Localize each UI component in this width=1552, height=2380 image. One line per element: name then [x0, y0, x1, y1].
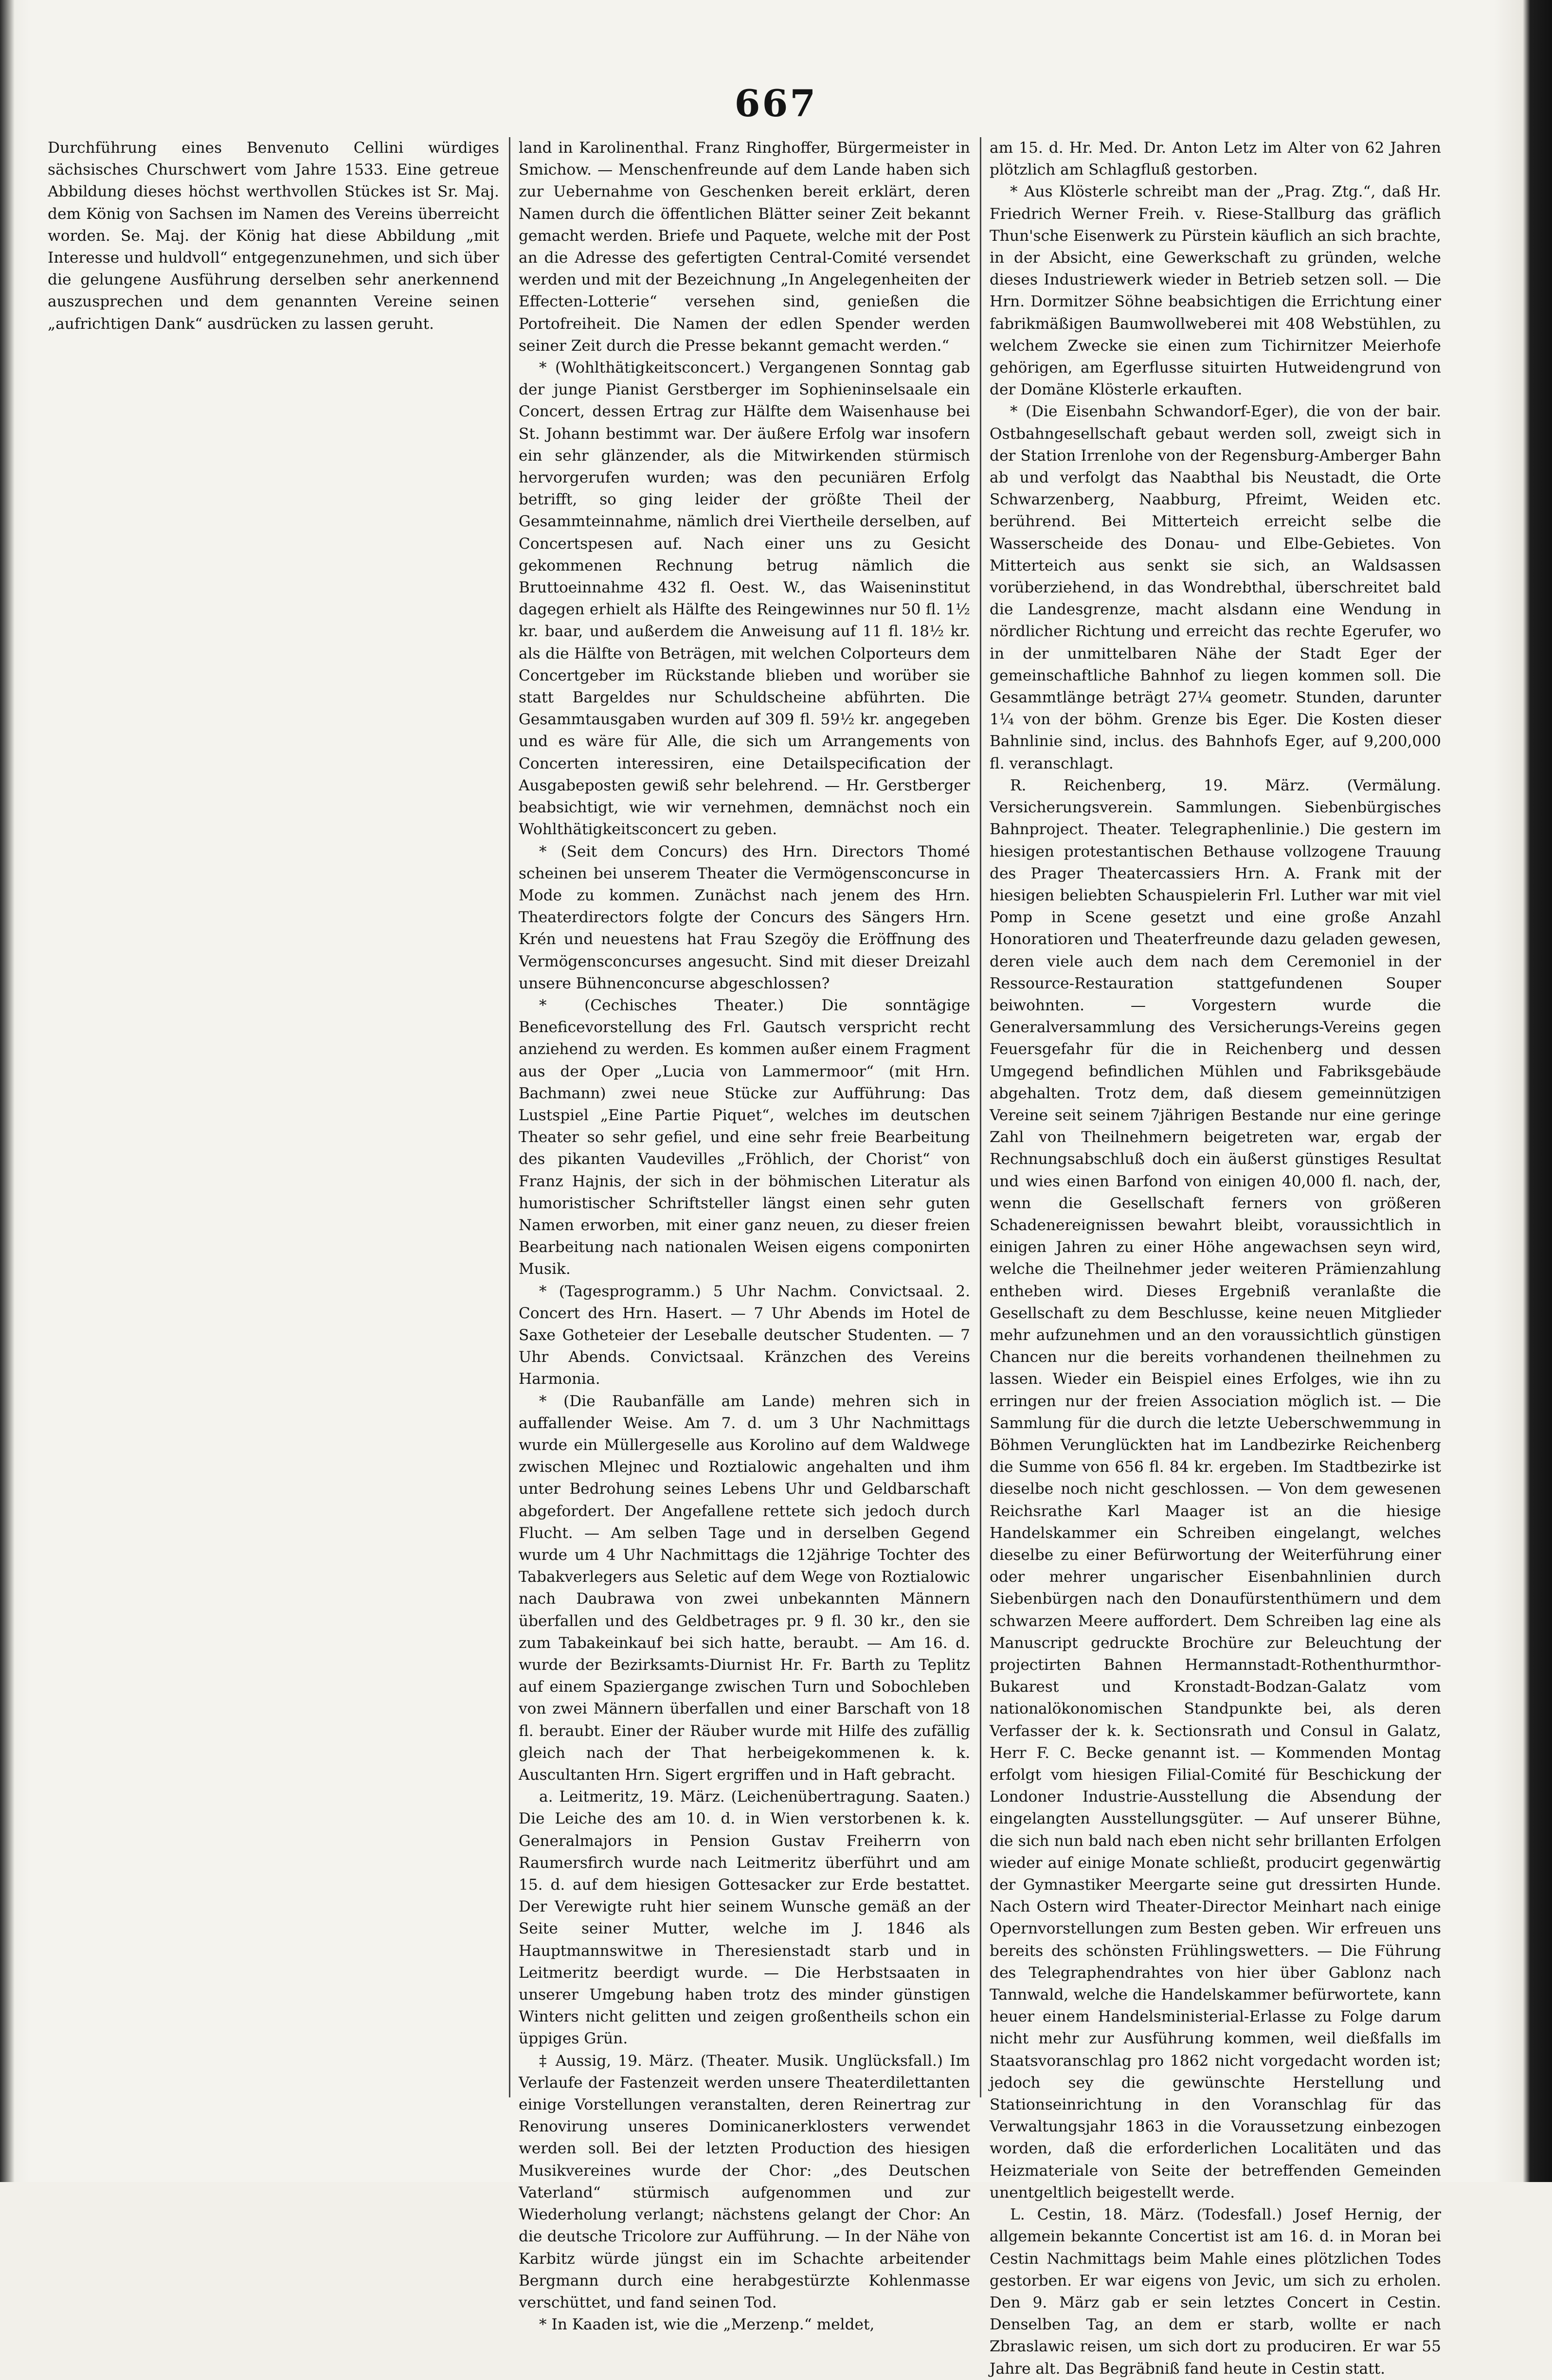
- column-divider: [980, 137, 981, 2097]
- article-paragraph: L. Cestin, 18. März. (Todesfall.) Josef Hernig, der allgemein bekannte Concertist ist am 16. d. in Moran bei Cestin Nachmittags beim Mahle eines plötzlichen Todes gestorben. Er war eigens von Jevic, um sich zu erholen. Den 9. März gab er sein letztes Concert in Cestin. Denselben Tag, an dem er starb, wollte er nach Zbraslawic reisen, um sich dort zu produciren. Er war 55 Jahre alt. Das Begräbniß fand heute in Cestin statt.: [990, 2206, 1441, 2378]
- article-columns: [48, 137, 1459, 2378]
- page-number: 667: [734, 82, 818, 125]
- article-paragraph: R. Reichenberg, 19. März. (Vermälung. Versicherungsverein. Sammlungen. Siebenbürgisches Bahnproject. Theater. Telegraphenlinie.) Die gestern im hiesigen protestantischen Bethause vollzogene Trauung des Prager Theatercassiers Hrn. A. Frank mit der hiesigen beliebten Schauspielerin Frl. Luther war mit viel Pomp in Scene gesetzt und eine große Anzahl Honoratioren und Theaterfreunde dazu geladen gewesen, deren viele auch dem nach dem Ceremoniel in der Ressource-Restauration stattgefundenen Souper beiwohnten. — Vorgestern wurde die Generalversammlung des Versicherungs-Vereins gegen Feuersgefahr für die in Reichenberg und dessen Umgegend befindlichen Mühlen und Fabriksgebäude abgehalten. Trotz dem, daß diesem gemeinnützigen Vereine seit seinem 7jährigen Bestande nur eine geringe Zahl von Theilnehmern beigetreten war, ergab der Rechnungsabschluß doch ein äußerst günstiges Resultat und wies einen Barfond von einigen 40,000 fl. nach, der, wenn die Gesellschaft ferners von größeren Schadenereignissen bewahrt bleibt, voraussichtlich in einigen Jahren zu einer Höhe angewachsen seyn wird, welche die Theilnehmer jeder weiteren Prämienzahlung entheben wird. Dieses Ergebniß veranlaßte die Gesellschaft zu dem Beschlusse, keine neuen Mitglieder mehr aufzunehmen und an den voraussichtlich günstigen Chancen nur die bereits vorhandenen theilnehmen zu lassen. Wieder ein Beispiel eines Erfolges, wie ihn zu erringen nur der freien Association möglich ist. — Die Sammlung für die durch die letzte Ueberschwemmung in Böhmen Verunglückten hat im Landbezirke Reichenberg die Summe von 656 fl. 84 kr. ergeben. Im Stadtbezirke ist dieselbe noch nicht geschlossen. — Von dem gewesenen Reichsrathe Karl Maager ist an die hiesige Handelskammer ein Schreiben eingelangt, welches dieselbe zu einer Befürwortung der Weiterführung einer oder mehrer ungarischer Eisenbahnlinien durch Siebenbürgen nach den Donaufürstenthümern und dem schwarzen Meere auffordert. Dem Schreiben lag eine als Manuscript gedruckte Brochüre zur Beleuchtung der projectirten Bahnen Hermannstadt-Rothenthurmthor-Bukarest und Kronstadt-Bodzan-Galatz vom nationalökonomischen Standpunkte bei, als deren Verfasser der k. k. Sectionsrath und Consul in Galatz, Herr F. C. Becke genannt ist. — Kommenden Montag erfolgt vom hiesigen Filial-Comité für Beschickung der Londoner Industrie-Ausstellung die Absendung der eingelangten Ausstellungsgüter. — Auf unserer Bühne, die sich nun bald nach eben nicht sehr brillanten Erfolgen wieder auf einige Monate schließt, producirt gegenwärtig der Gymnastiker Meergarte seine gut dressirten Hunde. Nach Ostern wird Theater-Director Meinhart nach einige Opernvorstellungen zum Besten geben. Wir erfreuen uns bereits des schönsten Frühlingswetters. — Die Führung des Telegraphendrahtes von hier über Gablonz nach Tannwald, welche die Handelskammer befürwortete, kann heuer einem Handelsministerial-Erlasse zu Folge darum nicht mehr zur Ausführung kommen, weil dießfalls im Staatsvoranschlag pro 1862 nicht vorgedacht worden ist; jedoch sey die gewünschte Herstellung und Stationseinrichtung in den Voranschlag für das Verwaltungsjahr 1863 in die Voraussetzung einbezogen worden, daß die erforderlichen Localitäten und das Heizmateriale von Seite der betreffenden Gemeinden unentgeltlich beigestellt werde.: [990, 776, 1441, 2201]
- column-divider: [509, 137, 510, 2097]
- article-paragraph: * (Seit dem Concurs) des Hrn. Directors Thomé scheinen bei unserem Theater die Vermögensconcurse in Mode zu kommen. Zunächst nach jenem des Hrn. Theaterdirectors folgte der Concurs des Sängers Hrn. Krén und neuestens hat Frau Szegöy die Eröffnung des Vermögensconcurses angesucht. Sind mit dieser Dreizahl unsere Bühnenconcurse abgeschlossen?: [519, 842, 970, 992]
- article-paragraph: * (Tagesprogramm.) 5 Uhr Nachm. Convictsaal. 2. Concert des Hrn. Hasert. — 7 Uhr Abends im Hotel de Saxe Gotheteier der Leseballe deutscher Studenten. — 7 Uhr Abends. Convictsaal. Kränzchen des Vereins Harmonia.: [519, 1282, 970, 1388]
- article-paragraph: a. Leitmeritz, 19. März. (Leichenübertragung. Saaten.) Die Leiche des am 10. d. in Wien verstorbenen k. k. Generalmajors in Pension Gustav Freiherrn von Raumersfirch wurde nach Leitmeritz überführt und am 15. d. auf dem hiesigen Gottesacker zur Erde bestattet. Der Verewigte ruht hier seinem Wunsche gemäß an der Seite seiner Mutter, welche im J. 1846 als Hauptmannswitwe in Theresienstadt starb und in Leitmeritz beerdigt wurde. — Die Herbstsaaten in unserer Umgebung haben trotz des minder günstigen Winters nicht gelitten und zeigen großentheils schon ein üppiges Grün.: [519, 1788, 970, 2048]
- binding-fold: [0, 0, 15, 2182]
- article-paragraph: * (Die Raubanfälle am Lande) mehren sich in auffallender Weise. Am 7. d. um 3 Uhr Nachmittags wurde ein Müllergeselle aus Korolino auf dem Waldwege zwischen Mlejnec und Roztialowic angehalten und ihm unter Bedrohung seines Lebens Uhr und Geldbarschaft abgefordert. Der Angefallene rettete sich jedoch durch Flucht. — Am selben Tage und in derselben Gegend wurde um 4 Uhr Nachmittags die 12jährige Tochter des Tabakverlegers aus Seletic auf dem Wege von Roztialowic nach Daubrawa von zwei unbekannten Männern überfallen und des Geldbetrages pr. 9 fl. 30 kr., den sie zum Tabakeinkauf bei sich hatte, beraubt. — Am 16. d. wurde der Bezirksamts-Diurnist Hr. Fr. Barth zu Teplitz auf einem Spaziergange zwischen Turn und Sobochleben von zwei Männern überfallen und einer Barschaft von 18 fl. beraubt. Einer der Räuber wurde mit Hilfe des zufällig gleich nach der That herbeigekommenen k. k. Auscultanten Hrn. Sigert ergriffen und in Haft gebracht.: [519, 1392, 970, 1784]
- article-paragraph: * In Kaaden ist, wie die „Merzenp.“ meldet,: [539, 2316, 875, 2334]
- column-middle: [519, 137, 970, 2334]
- article-paragraph: * (Wohlthätigkeitsconcert.) Vergangenen Sonntag gab der junge Pianist Gerstberger im Sophieninselsaale ein Concert, dessen Ertrag zur Hälfte dem Waisenhause bei St. Johann bestimmt war. Der äußere Erfolg war insofern ein sehr glänzender, als die Mitwirkenden stürmisch hervorgerufen wurden; was den pecuniären Erfolg betrifft, so ging leider der größte Theil der Gesammteinnahme, nämlich drei Viertheile derselben, auf Concertspesen auf. Nach einer uns zu Gesicht gekommenen Rechnung betrug nämlich die Bruttoeinnahme 432 fl. Oest. W., das Waiseninstitut dagegen erhielt als Hälfte des Reingewinnes nur 50 fl. 1½ kr. baar, und außerdem die Anweisung auf 11 fl. 18½ kr. als die Hälfte von Beträgen, mit welchen Colporteurs dem Concertgeber im Rückstande blieben und worüber sie statt Bargeldes nur Schuldscheine abführten. Die Gesammtausgaben wurden auf 309 fl. 59½ kr. angegeben und es wäre für Alle, die sich um Arrangements von Concerten interessiren, eine Detailspecification der Ausgabeposten gewiß sehr belehrend. — Hr. Gerstberger beabsichtigt, wie wir vernehmen, demnächst noch ein Wohlthätigkeitsconcert zu geben.: [519, 359, 970, 839]
- article-paragraph: * Aus Klösterle schreibt man der „Prag. Ztg.“, daß Hr. Friedrich Werner Freih. v. Riese-Stallburg das gräflich Thun'sche Eisenwerk zu Pürstein käuflich an sich brachte, in der Absicht, eine Gewerkschaft zu gründen, welche dieses Industriewerk wieder in Betrieb setzen soll. — Die Hrn. Dormitzer Söhne beabsichtigen die Errichtung einer fabrikmäßigen Baumwollweberei mit 408 Webstühlen, zu welchem Zwecke sie einen zum Tichirnitzer Meierhofe gehörigen, am Egerflusse situirten Hutweidengrund von der Domäne Klösterle erkauften.: [990, 183, 1441, 399]
- column-right: [990, 137, 1441, 2378]
- article-paragraph: land in Karolinenthal. Franz Ringhoffer, Bürgermeister in Smichow. — Menschenfreunde auf dem Lande haben sich zur Uebernahme von Geschenken bereit erklärt, deren Namen durch die öffentlichen Blätter seiner Zeit bekannt gemacht werden. Briefe und Paquete, welche mit der Post an die Adresse des gefertigten Central-Comité versendet werden und mit der Bezeichnung „In Angelegenheiten der Effecten-Lotterie“ versehen sind, genießen die Portofreiheit. Die Namen der edlen Spender werden seiner Zeit durch die Presse bekannt gemacht werden.“: [519, 139, 970, 355]
- article-paragraph: * (Die Eisenbahn Schwandorf-Eger), die von der bair. Ostbahngesellschaft gebaut werden soll, zweigt sich in der Station Irrenlohe von der Regensburg-Amberger Bahn ab und verfolgt das Naabthal bis Neustadt, die Orte Schwarzenberg, Naabburg, Pfreimt, Weiden etc. berührend. Bei Mitterteich erreicht selbe die Wasserscheide des Donau- und Elbe-Gebietes. Von Mitterteich aus senkt sie sich, an Waldsassen vorüberziehend, in das Wondrebthal, überschreitet bald die Landesgrenze, macht alsdann eine Wendung in nördlicher Richtung und erreicht das rechte Egerufer, wo in der unmittelbaren Nähe der Stadt Eger der gemeinschaftliche Bahnhof zu liegen kommen soll. Die Gesammtlänge beträgt 27¼ geometr. Stunden, darunter 1¼ von der böhm. Grenze bis Eger. Die Kosten dieser Bahnlinie sind, inclus. des Bahnhofs Eger, auf 9,200,000 fl. veranschlagt.: [990, 403, 1441, 772]
- article-paragraph: ‡ Aussig, 19. März. (Theater. Musik. Unglücksfall.) Im Verlaufe der Fastenzeit werden unsere Theaterdilettanten einige Vorstellungen veranstalten, deren Reinertrag zur Renovirung unseres Dominicanerklosters verwendet werden soll. Bei der letzten Production des hiesigen Musikvereines wurde der Chor: „des Deutschen Vaterland“ stürmisch aufgenommen und zur Wiederholung verlangt; nächstens gelangt der Chor: An die deutsche Tricolore zur Aufführung. — In der Nähe von Karbitz würde jüngst ein im Schachte arbeitender Bergmann durch eine herabgestürzte Kohlenmasse verschüttet, und fand seinen Tod.: [519, 2052, 970, 2311]
- article-paragraph: * (Cechisches Theater.) Die sonntägige Beneficevorstellung des Frl. Gautsch verspricht recht anziehend zu werden. Es kommen außer einem Fragment aus der Oper „Lucia von Lammermoor“ (mit Hrn. Bachmann) zwei neue Stücke zur Aufführung: Das Lustspiel „Eine Partie Piquet“, welches im deutschen Theater so sehr gefiel, und eine sehr freie Bearbeitung des pikanten Vaudevilles „Fröhlich, der Chorist“ von Franz Hajnis, der sich in der böhmischen Literatur als humoristischer Schriftsteller längst einen sehr guten Namen erworben, mit einer ganz neuen, zu dieser freien Bearbeitung nach nationalen Weisen eigens componirten Musik.: [519, 996, 970, 1278]
- article-paragraph: Durchführung eines Benvenuto Cellini würdiges sächsisches Churschwert vom Jahre 1533. Eine getreue Abbildung dieses höchst werthvollen Stückes ist Sr. Maj. dem König von Sachsen im Namen des Vereins überreicht worden. Se. Maj. der König hat diese Abbildung „mit Interesse und huldvoll“ entgegenzunehmen, und sich über die gelungene Ausführung derselben sehr anerkennend auszusprechen und dem genannten Vereine seinen „aufrichtigen Dank“ ausdrücken zu lassen geruht.: [48, 139, 499, 333]
- column-left: [48, 137, 499, 2112]
- article-paragraph: am 15. d. Hr. Med. Dr. Anton Letz im Alter von 62 Jahren plötzlich am Schlagfluß gestorben.: [990, 139, 1441, 179]
